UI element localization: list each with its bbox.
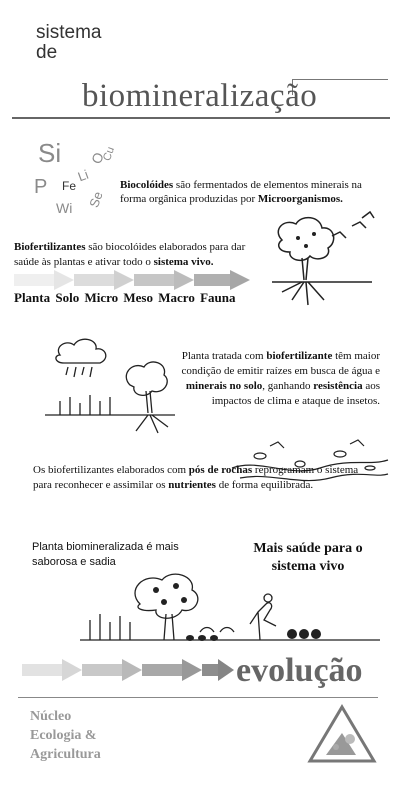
footer-line-3: Agricultura: [30, 747, 101, 762]
intro-paragraph: [120, 178, 385, 206]
treated-term: biofertilizante: [266, 350, 333, 362]
intro-term: Biocolóides: [120, 179, 174, 191]
footer-divider: [18, 697, 378, 698]
intro-term-2: Microorganismos.: [257, 193, 343, 205]
element-symbol: Wi: [56, 200, 73, 216]
element-symbol: Se: [86, 189, 106, 210]
element-symbol: Si: [38, 138, 62, 168]
treated-text-a: Planta tratada com: [181, 350, 267, 362]
rocks-text-b: reprogramam o sistema para reconhecer e assimilar os: [33, 464, 359, 491]
harvest-illustration: [80, 570, 380, 650]
health-heading: Mais saúde para o sistema vivo: [253, 541, 363, 574]
rocks-term-2: nutrientes: [168, 479, 216, 491]
rocks-text-a: Os biofertilizantes elaborados com: [33, 464, 189, 476]
rocks-term: pós de rochas: [188, 464, 253, 476]
treated-text-c: , ganhando: [262, 380, 314, 392]
evolution-heading: evolução: [236, 652, 363, 689]
page-title: biomineralização: [82, 78, 318, 114]
footer-line-1: Núcleo: [30, 709, 72, 724]
logo-icon: [306, 703, 378, 765]
biofert-text: são biocolóides elaborados para dar saúde às plantas e ativar todo o: [14, 241, 246, 268]
biofertilizer-paragraph: [14, 240, 264, 270]
rock-dust-paragraph: [8, 463, 378, 493]
progress-arrow: [14, 268, 254, 292]
weather-plant-illustration: [40, 335, 180, 435]
treated-text-b: têm maior condição de emitir raízes em busca de água e: [181, 350, 380, 377]
rocks-text-c: de forma equilibrada.: [215, 479, 314, 491]
header-line-1: sistema: [36, 22, 102, 43]
element-symbol: Cu: [100, 145, 118, 163]
evolution-arrow: [22, 657, 237, 683]
footer-line-2: Ecologia &: [30, 728, 97, 743]
tree-illustration: [262, 210, 382, 310]
header-divider: [12, 117, 390, 119]
header-line-2: de: [36, 42, 58, 63]
treated-text-d: aos impactos de clima e ataque de insetos.: [211, 380, 380, 407]
biofert-term-2: sistema vivo.: [153, 256, 214, 268]
food-chain-label: Planta Solo Micro Meso Macro Fauna: [14, 290, 236, 305]
treated-term-3: resistência: [313, 380, 363, 392]
element-symbol: Fe: [62, 179, 77, 193]
element-symbol: Li: [75, 166, 91, 185]
tasty-plant-text: Planta biomineralizada é mais saborosa e sadia: [32, 541, 179, 568]
element-symbol: P: [34, 176, 48, 198]
treated-term-2: minerais no solo: [185, 380, 263, 392]
treated-plant-paragraph: [175, 349, 380, 409]
intro-text: são fermentados de elementos minerais na forma orgânica produzidas por: [120, 179, 362, 205]
biofert-term: Biofertilizantes: [14, 241, 86, 253]
element-symbol: O: [88, 150, 107, 166]
footer-organization: [30, 707, 101, 764]
